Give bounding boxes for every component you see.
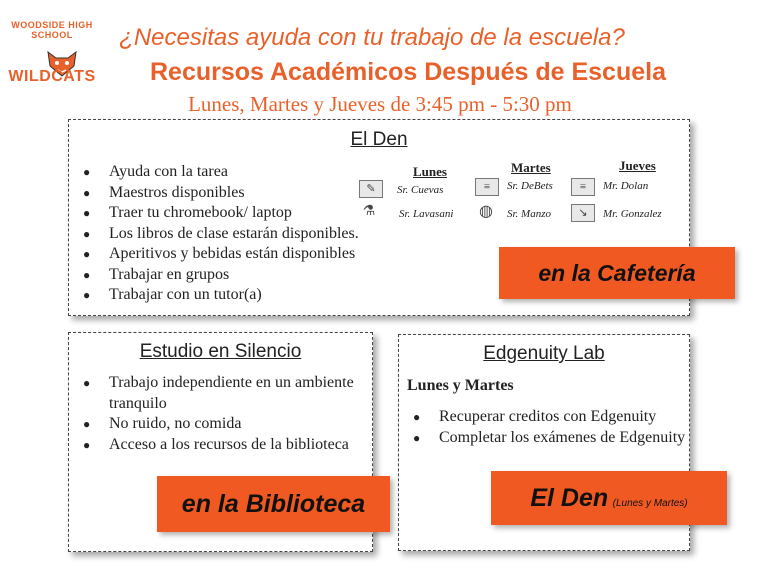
school-logo (8, 14, 96, 98)
silence-list (69, 373, 371, 455)
globe-icon: ◍ (479, 203, 493, 220)
den-location-tag: en la Cafetería (499, 247, 735, 299)
silence-title: Estudio en Silencio (139, 341, 302, 362)
header-title: Recursos Académicos Después de Escuela (150, 58, 666, 86)
teacher-name: Sr. Lavasani (399, 208, 454, 220)
logo-arc-text: WOODSIDE HIGH SCHOOL (11, 20, 93, 40)
list-item: ● Ayuda con la tarea (109, 162, 449, 183)
header-schedule: Lunes, Martes y Jueves de 3:45 pm - 5:30 pm (188, 92, 572, 116)
list-item: ● Acceso a los recursos de la biblioteca (109, 435, 371, 456)
teacher-name: Mr. Dolan (603, 180, 649, 192)
list-item: ● No ruido, no comida (109, 414, 371, 435)
list-item: ● Maestros disponibles (109, 183, 449, 204)
den-schedule (355, 160, 685, 240)
list-item: ● Recuperar creditos con Edgenuity (439, 407, 723, 428)
list-item: ● Trabajo independiente en un ambiente tranquilo (109, 373, 371, 414)
edgenuity-list (399, 407, 723, 448)
chart-icon: ↘ (571, 204, 595, 222)
calculator-icon: ✎ (359, 180, 383, 198)
list-item: ● Los libros de clase estarán disponibles. (109, 224, 449, 245)
list-item: ● Aperitivos y bebidas están disponibles (109, 244, 449, 265)
edgenuity-location-note: (Lunes y Martes) (612, 498, 688, 509)
silence-location-tag: en la Biblioteca (157, 476, 390, 532)
list-item: ● Trabajar con un tutor(a) (109, 285, 449, 306)
list-item: ● Trabajar en grupos (109, 265, 449, 286)
logo-wordmark: WILDCATS (8, 68, 96, 85)
day-monday: Lunes (413, 164, 447, 179)
flask-icon: ⚗ (362, 204, 376, 219)
teacher-name: Mr. Gonzalez (603, 208, 662, 220)
edgenuity-location-tag (491, 471, 727, 525)
edgenuity-location: El Den (530, 484, 609, 512)
list-item: ● Completar los exámenes de Edgenuity (439, 428, 723, 449)
edgenuity-subhead: Lunes y Martes (407, 377, 514, 394)
den-title: El Den (350, 129, 408, 150)
teacher-name: Sr. DeBets (507, 180, 553, 192)
teacher-name: Sr. Manzo (507, 208, 552, 220)
book-icon: ≡ (475, 178, 499, 196)
edgenuity-title: Edgenuity Lab (483, 343, 605, 364)
teacher-name: Sr. Cuevas (397, 184, 444, 196)
day-thursday: Jueves (619, 158, 656, 173)
header-question: ¿Necesitas ayuda con tu trabajo de la escuela? (119, 24, 625, 51)
day-tuesday: Martes (511, 160, 551, 175)
list-item: ● Traer tu chromebook/ laptop (109, 203, 449, 224)
den-section (68, 119, 696, 316)
book-icon: ≡ (571, 178, 595, 196)
